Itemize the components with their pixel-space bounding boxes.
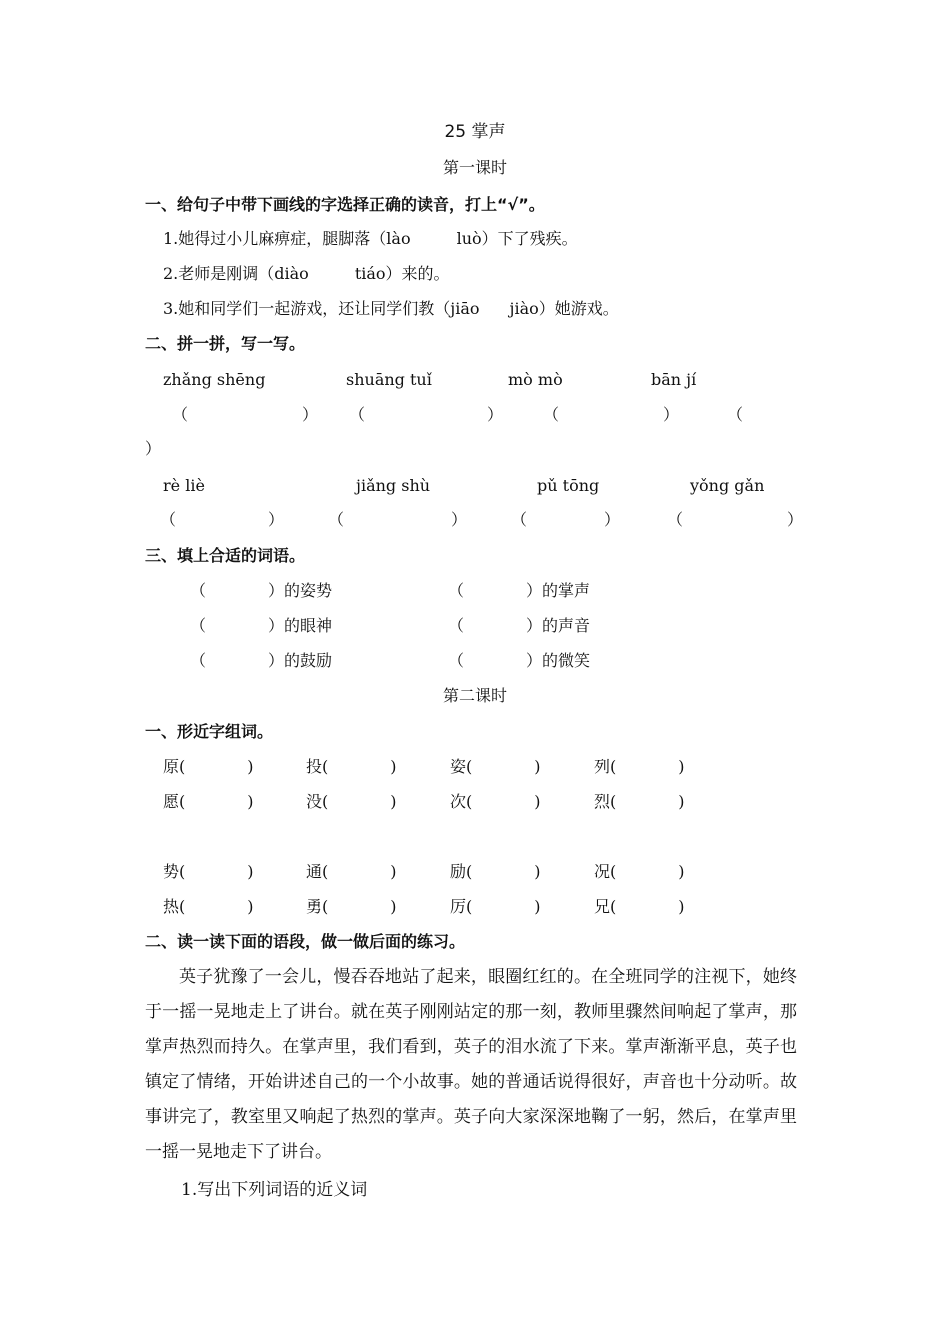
l1-s1-q1 <box>163 228 578 250</box>
char-cell: 勇( ) <box>306 897 397 916</box>
char-cell: 势( ) <box>163 862 254 881</box>
q3-text: 3.她和同学们一起游戏，还让同学们教（ <box>163 299 451 318</box>
q1-text: 1.她得过小儿麻痹症，腿脚落（ <box>163 229 387 248</box>
fill-close: ） <box>268 651 285 670</box>
q2-tail: ）来的。 <box>385 264 450 283</box>
fill-left-1 <box>190 580 332 602</box>
q2-option-b[interactable]: tiáo <box>354 264 386 283</box>
char: 姿 <box>450 757 467 776</box>
blank7-open: （ <box>511 510 528 529</box>
l2-s2-title: 二、读一读下面的语段，做一做后面的练习。 <box>145 932 466 951</box>
char-cell: 姿( ) <box>450 757 541 776</box>
blank1-open: （ <box>172 405 189 424</box>
lesson2-heading: 第二课时 <box>442 686 507 705</box>
blank5-open: （ <box>160 510 177 529</box>
passage-text: 英子犹豫了一会儿，慢吞吞地站了起来，眼圈红红的。在全班同学的注视下，她终于一摇一晃地走上了讲台。就在英子刚刚站定的那一刻，教师里骤然间响起了掌声，那掌声热烈而持久。在掌声里，我们看到，英子的泪水流了下来。掌声渐渐平息，英子也镇定了情绪，开始讲述自己的一个小故事。她的普通话说得很好，声音也十分动听。故事讲完了，教室里又响起了热烈的掌声。英子向大家深深地鞠了一躬，然后，在掌声里一摇一晃地走下了讲台。 <box>145 967 797 1162</box>
blank6-close: ） <box>451 510 468 529</box>
q3-option-a[interactable]: jiāo <box>450 299 480 318</box>
pinyin-7: pǔ tōng <box>537 476 600 495</box>
fill-close: ） <box>526 581 543 600</box>
char-cell: 列( ) <box>594 757 685 776</box>
blank7-close: ） <box>604 510 621 529</box>
fill-open: （ <box>448 616 465 635</box>
char-cell: 况( ) <box>594 862 685 881</box>
blank2-open: （ <box>349 405 366 424</box>
q1-option-b[interactable]: luò <box>456 229 482 248</box>
char: 励 <box>450 862 467 881</box>
fill-open: （ <box>190 616 207 635</box>
q3-option-b[interactable]: jiào <box>509 299 539 318</box>
char: 投 <box>306 757 323 776</box>
blank6-open: （ <box>328 510 345 529</box>
char-cell: 热( ) <box>163 897 254 916</box>
blank3-open: （ <box>543 405 560 424</box>
blank4-open: （ <box>727 405 744 424</box>
pinyin-5: rè liè <box>163 476 205 495</box>
page-title: 25 掌声 <box>444 122 506 142</box>
blank8-open: （ <box>667 510 684 529</box>
fill-open: （ <box>190 651 207 670</box>
fill-right-2 <box>448 615 590 637</box>
l2-s2-q1: 1.写出下列词语的近义词 <box>181 1180 368 1200</box>
l1-s2-title: 二、拼一拼，写一写。 <box>145 334 306 353</box>
fill-word: 的微笑 <box>542 651 591 670</box>
pinyin-8: yǒng gǎn <box>690 476 765 495</box>
q1-tail: ）下了残疾。 <box>481 229 578 248</box>
fill-word: 的掌声 <box>542 581 591 600</box>
l1-s1-title: 一、给句子中带下画线的字选择正确的读音，打上“√”。 <box>145 195 545 214</box>
lesson1-heading: 第一课时 <box>442 158 507 177</box>
q3-tail: ）她游戏。 <box>538 299 619 318</box>
l1-s3-title: 三、填上合适的词语。 <box>145 546 306 565</box>
char: 次 <box>450 792 467 811</box>
l1-s1-q3 <box>163 298 619 320</box>
fill-open: （ <box>448 651 465 670</box>
blank8-close: ） <box>787 510 804 529</box>
fill-close: ） <box>526 616 543 635</box>
q2-option-a[interactable]: diào <box>274 264 309 283</box>
l2-s1-title: 一、形近字组词。 <box>145 722 274 741</box>
char-cell: 次( ) <box>450 792 541 811</box>
char: 兄 <box>594 897 611 916</box>
char: 烈 <box>594 792 611 811</box>
blank2-close: ） <box>487 405 504 424</box>
fill-word: 的眼神 <box>284 616 333 635</box>
fill-left-2 <box>190 615 332 637</box>
char: 厉 <box>450 897 467 916</box>
fill-left-3 <box>190 650 332 672</box>
fill-right-1 <box>448 580 590 602</box>
pinyin-4: bān jí <box>651 370 697 389</box>
char-cell: 通( ) <box>306 862 397 881</box>
fill-word: 的姿势 <box>284 581 333 600</box>
pinyin-3: mò mò <box>508 370 563 389</box>
fill-word: 的鼓励 <box>284 651 333 670</box>
pinyin-1: zhǎng shēng <box>163 370 266 389</box>
char-cell: 投( ) <box>306 757 397 776</box>
fill-right-3 <box>448 650 590 672</box>
char: 没 <box>306 792 323 811</box>
fill-open: （ <box>190 581 207 600</box>
char: 势 <box>163 862 180 881</box>
fill-open: （ <box>448 581 465 600</box>
blank4-close: ） <box>145 439 162 458</box>
blank1-close: ） <box>302 405 319 424</box>
l1-s1-q2 <box>163 263 450 285</box>
char: 况 <box>594 862 611 881</box>
char-cell: 愿( ) <box>163 792 254 811</box>
char: 列 <box>594 757 611 776</box>
blank5-close: ） <box>268 510 285 529</box>
q2-text: 2.老师是刚调（ <box>163 264 275 283</box>
fill-word: 的声音 <box>542 616 591 635</box>
fill-close: ） <box>268 581 285 600</box>
pinyin-2: shuāng tuǐ <box>346 370 432 389</box>
char: 原 <box>163 757 180 776</box>
pinyin-6: jiǎng shù <box>356 476 431 495</box>
char-cell: 没( ) <box>306 792 397 811</box>
fill-close: ） <box>526 651 543 670</box>
char-cell: 厉( ) <box>450 897 541 916</box>
char-cell: 励( ) <box>450 862 541 881</box>
char-cell: 烈( ) <box>594 792 685 811</box>
reading-passage <box>145 960 797 1170</box>
char: 通 <box>306 862 323 881</box>
char: 热 <box>163 897 180 916</box>
fill-close: ） <box>268 616 285 635</box>
char: 愿 <box>163 792 180 811</box>
char-cell: 兄( ) <box>594 897 685 916</box>
q1-option-a[interactable]: lào <box>386 229 411 248</box>
char: 勇 <box>306 897 323 916</box>
char-cell: 原( ) <box>163 757 254 776</box>
blank3-close: ） <box>663 405 680 424</box>
